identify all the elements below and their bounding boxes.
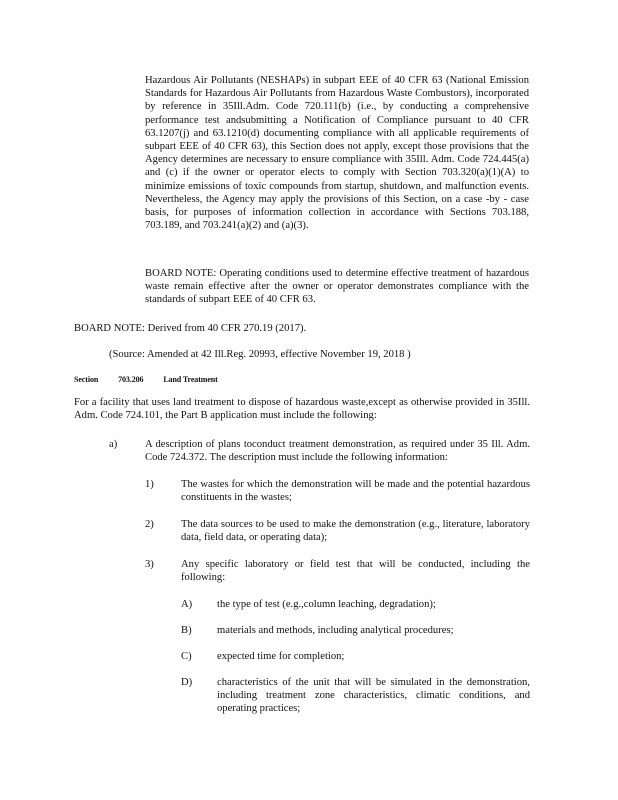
item-text: the type of test (e.g.,column leaching, degradation); bbox=[217, 599, 436, 610]
section-heading bbox=[74, 375, 236, 385]
item-text: A description of plans toconduct treatment demonstration, as required under 35 Ill. Adm. Code 724.372. The description must include the following information: bbox=[145, 439, 530, 464]
item-label: A) bbox=[181, 599, 193, 610]
item-text: materials and methods, including analytical procedures; bbox=[217, 625, 454, 636]
section-label: Section bbox=[74, 375, 99, 384]
item-text: The data sources to be used to make the demonstration (e.g., literature, laboratory data, field data, or operating data); bbox=[181, 519, 530, 544]
board-note-inner: BOARD NOTE: Operating conditions used to determine effective treatment of hazardous waste remain effective after the owner or operator demonstrates compliance with the standards of subpart EEE of 40 CFR 63. bbox=[145, 268, 529, 306]
section-title: Land Treatment bbox=[163, 375, 218, 384]
source-note: (Source: Amended at 42 Ill.Reg. 20993, effective November 19, 2018 ) bbox=[109, 349, 411, 360]
item-text: Any specific laboratory or field test that will be conducted, including the following: bbox=[181, 559, 530, 584]
list-item-2 bbox=[145, 518, 530, 548]
item-text: expected time for completion; bbox=[217, 651, 345, 662]
continued-paragraph: Hazardous Air Pollutants (NESHAPs) in subpart EEE of 40 CFR 63 (National Emission Standards for Hazardous Air Pollutants from Hazardous Waste Combustors), incorporated by reference in 35Ill.Adm. Code 720.111(b) (i.e., by conducting a comprehensive performance test andsubmitting a Notification of Compliance pursuant to 40 CFR 63.1207(j) and 63.1210(d) documenting compliance with all applicable requirements of subpart EEE of 40 CFR 63), this Section does not apply, except those provisions that the Agency determines are necessary to ensure compliance with 35Ill. Adm. Code 724.445(a) and (c) if the owner or operator elects to comply with Section 703.320(a)(1)(A) to minimize emissions of toxic compounds from startup, shutdown, and malfunction events. Nevertheless, the Agency may apply the provisions of this Section, on a case -by - case basis, for purposes of information collection in accordance with Sections 703.188, 703.189, and 703.241(a)(2) and (a)(3). bbox=[145, 75, 529, 232]
item-label: 2) bbox=[145, 519, 154, 530]
list-item-a bbox=[109, 438, 530, 468]
item-label: C) bbox=[181, 651, 192, 662]
list-item-A bbox=[181, 598, 530, 614]
item-label: B) bbox=[181, 625, 192, 636]
list-item-D bbox=[181, 676, 530, 720]
list-item-3 bbox=[145, 558, 530, 588]
item-label: a) bbox=[109, 439, 118, 450]
item-text: The wastes for which the demonstration will be made and the potential hazardous constituents in the wastes; bbox=[181, 479, 530, 504]
item-label: 1) bbox=[145, 479, 154, 490]
intro-paragraph: For a facility that uses land treatment to dispose of hazardous waste,except as otherwise provided in 35Ill. Adm. Code 724.101, the Part B application must include the following: bbox=[74, 397, 530, 422]
list-item-1 bbox=[145, 478, 530, 508]
list-item-C bbox=[181, 650, 530, 666]
item-label: D) bbox=[181, 677, 193, 688]
board-note-derived: BOARD NOTE: Derived from 40 CFR 270.19 (2017). bbox=[74, 323, 307, 334]
item-text: characteristics of the unit that will be simulated in the demonstration, including treatment zone characteristics, climatic conditions, and operating practices; bbox=[217, 677, 530, 715]
list-item-B bbox=[181, 624, 530, 640]
section-number: 703.206 bbox=[118, 375, 144, 384]
item-label: 3) bbox=[145, 559, 154, 570]
